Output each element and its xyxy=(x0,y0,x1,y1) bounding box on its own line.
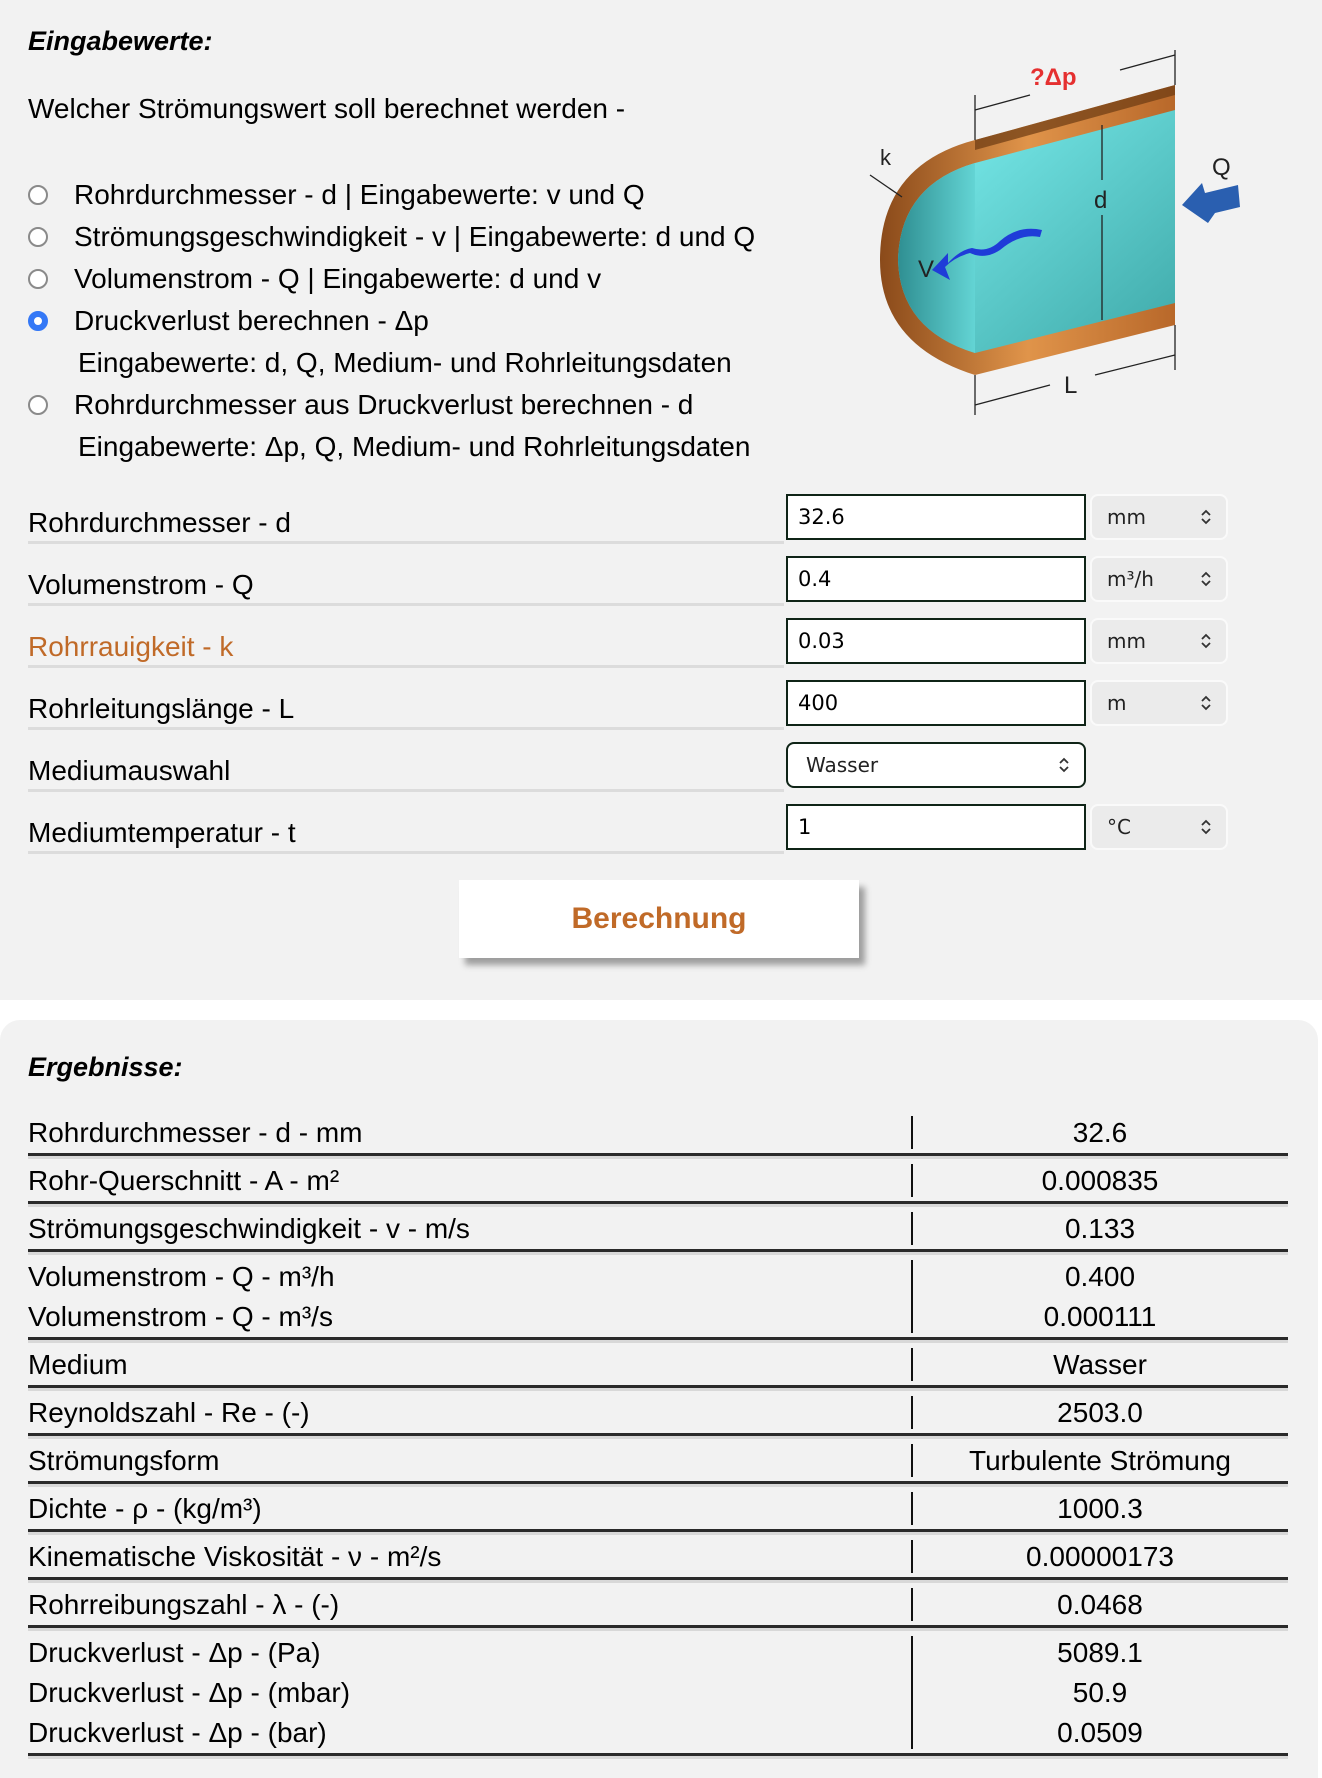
length-input[interactable]: 400 xyxy=(786,680,1086,726)
diagram-label-k: k xyxy=(880,145,891,170)
radio-option-diameter[interactable] xyxy=(28,174,755,216)
results-row-group xyxy=(28,1441,1288,1484)
result-label: Rohr-Querschnitt - A - m² xyxy=(28,1165,340,1196)
results-row-group xyxy=(28,1393,1288,1436)
radio-option-velocity[interactable] xyxy=(28,216,755,258)
flow-input[interactable]: 0.4 xyxy=(786,556,1086,602)
unit-value: m xyxy=(1107,691,1127,715)
roughness-label[interactable]: Rohrrauigkeit - k xyxy=(28,618,784,668)
length-unit-select[interactable] xyxy=(1090,680,1228,726)
diagram-label-l: L xyxy=(1064,372,1078,399)
result-label: Strömungsgeschwindigkeit - v - m/s xyxy=(28,1213,470,1244)
diameter-label: Rohrdurchmesser - d xyxy=(28,494,784,544)
table-row xyxy=(28,1257,1288,1297)
result-label: Strömungsform xyxy=(28,1445,220,1476)
result-value: 5089.1 xyxy=(1057,1637,1143,1668)
radio-sublabel: Eingabewerte: Δp, Q, Medium- und Rohrleitungsdaten xyxy=(78,431,751,462)
radio-button[interactable] xyxy=(28,269,48,289)
column-divider xyxy=(911,1164,913,1197)
diagram-label-d: d xyxy=(1094,187,1108,214)
result-value: 0.133 xyxy=(1064,1213,1136,1244)
temperature-input[interactable]: 1 xyxy=(786,804,1086,850)
chevron-up-down-icon xyxy=(1200,693,1212,713)
table-row xyxy=(28,1297,1288,1337)
result-value: 32.6 xyxy=(1072,1117,1128,1148)
chevron-up-down-icon xyxy=(1200,631,1212,651)
radio-sublabel: Eingabewerte: d, Q, Medium- und Rohrleitungsdaten xyxy=(78,347,732,378)
result-value: Turbulente Strömung xyxy=(969,1445,1231,1476)
chevron-up-down-icon xyxy=(1200,569,1212,589)
results-row-group xyxy=(28,1537,1288,1580)
chevron-up-down-icon xyxy=(1058,755,1070,775)
column-divider xyxy=(911,1492,913,1525)
field-row-length xyxy=(28,680,1288,730)
results-row-group xyxy=(28,1585,1288,1628)
table-row xyxy=(28,1489,1288,1529)
result-label: Dichte - ρ - (kg/m³) xyxy=(28,1493,262,1524)
results-row-group xyxy=(28,1489,1288,1532)
table-row xyxy=(28,1537,1288,1577)
calculation-question: Welcher Strömungswert soll berechnet werden - xyxy=(28,93,626,124)
radio-option-diameter-from-pressure[interactable] xyxy=(28,384,755,426)
radio-label: Volumenstrom - Q | Eingabewerte: d und v xyxy=(74,263,602,294)
radio-button[interactable] xyxy=(28,395,48,415)
column-divider xyxy=(911,1588,913,1621)
chevron-up-down-icon xyxy=(1200,507,1212,527)
results-row-group xyxy=(28,1345,1288,1388)
column-divider xyxy=(911,1444,913,1477)
result-value: 0.000835 xyxy=(1041,1165,1159,1196)
flow-label: Volumenstrom - Q xyxy=(28,556,784,606)
result-value: 0.00000173 xyxy=(1026,1541,1174,1572)
medium-label: Mediumauswahl xyxy=(28,742,784,792)
table-row xyxy=(28,1161,1288,1201)
result-label: Reynoldszahl - Re - (-) xyxy=(28,1397,310,1428)
temperature-label: Mediumtemperatur - t xyxy=(28,804,784,854)
roughness-input[interactable]: 0.03 xyxy=(786,618,1086,664)
diagram-label-dp: ?Δp xyxy=(1030,64,1077,91)
field-row-flow xyxy=(28,556,1288,606)
result-label: Medium xyxy=(28,1349,128,1380)
length-label: Rohrleitungslänge - L xyxy=(28,680,784,730)
table-row xyxy=(28,1393,1288,1433)
table-row xyxy=(28,1633,1288,1673)
column-divider xyxy=(911,1348,913,1381)
radio-button[interactable] xyxy=(28,185,48,205)
flow-unit-select[interactable] xyxy=(1090,556,1228,602)
column-divider xyxy=(911,1540,913,1573)
unit-value: m³/h xyxy=(1107,567,1154,591)
column-divider xyxy=(911,1636,913,1749)
diagram-label-v: V xyxy=(918,256,935,283)
radio-button-checked[interactable] xyxy=(28,311,48,331)
column-divider xyxy=(911,1212,913,1245)
column-divider xyxy=(911,1396,913,1429)
table-row xyxy=(28,1673,1288,1713)
diagram-label-q: Q xyxy=(1212,154,1231,181)
result-label: Kinematische Viskosität - ν - m²/s xyxy=(28,1541,442,1572)
radio-button[interactable] xyxy=(28,227,48,247)
radio-label: Rohrdurchmesser - d | Eingabewerte: v und Q xyxy=(74,179,645,210)
result-value: 0.0509 xyxy=(1057,1717,1143,1748)
result-label: Druckverlust - Δp - (Pa) xyxy=(28,1637,321,1668)
result-label: Rohrdurchmesser - d - mm xyxy=(28,1117,363,1148)
temperature-unit-select[interactable] xyxy=(1090,804,1228,850)
unit-value: mm xyxy=(1107,629,1146,653)
result-label: Volumenstrom - Q - m³/s xyxy=(28,1301,333,1332)
results-row-group xyxy=(28,1113,1288,1156)
calculate-button[interactable]: Berechnung xyxy=(459,880,859,958)
diameter-unit-select[interactable] xyxy=(1090,494,1228,540)
flow-in-arrow-icon xyxy=(1182,183,1240,223)
result-label: Volumenstrom - Q - m³/h xyxy=(28,1261,335,1292)
diameter-input[interactable]: 32.6 xyxy=(786,494,1086,540)
radio-option-flow[interactable] xyxy=(28,258,755,300)
field-row-medium xyxy=(28,742,1288,792)
table-row xyxy=(28,1441,1288,1481)
roughness-unit-select[interactable] xyxy=(1090,618,1228,664)
result-value: 50.9 xyxy=(1072,1677,1128,1708)
table-row xyxy=(28,1585,1288,1625)
result-value: 0.000111 xyxy=(1043,1301,1157,1332)
radio-label: Strömungsgeschwindigkeit - v | Eingabewerte: d und Q xyxy=(74,221,756,252)
result-value: 0.400 xyxy=(1064,1261,1136,1292)
result-label: Druckverlust - Δp - (mbar) xyxy=(28,1677,351,1708)
field-row-temperature xyxy=(28,804,1288,854)
result-value: Wasser xyxy=(1053,1349,1147,1380)
table-row xyxy=(28,1209,1288,1249)
table-row xyxy=(28,1345,1288,1385)
results-section-title: Ergebnisse: xyxy=(28,1052,183,1082)
result-label: Druckverlust - Δp - (bar) xyxy=(28,1717,327,1748)
results-row-group xyxy=(28,1161,1288,1204)
medium-value: Wasser xyxy=(806,753,879,777)
results-table xyxy=(28,1113,1288,1761)
field-row-diameter xyxy=(28,494,1288,544)
column-divider xyxy=(911,1260,913,1333)
radio-label: Druckverlust berechnen - Δp xyxy=(74,305,429,336)
table-row xyxy=(28,1113,1288,1153)
medium-select[interactable] xyxy=(786,742,1086,788)
results-row-group xyxy=(28,1257,1288,1340)
result-value: 1000.3 xyxy=(1057,1493,1143,1524)
results-row-group xyxy=(28,1633,1288,1756)
column-divider xyxy=(911,1116,913,1149)
result-value: 2503.0 xyxy=(1057,1397,1143,1428)
unit-value: mm xyxy=(1107,505,1146,529)
radio-label: Rohrdurchmesser aus Druckverlust berechnen - d xyxy=(74,389,694,420)
table-row xyxy=(28,1713,1288,1753)
input-section-title: Eingabewerte: xyxy=(28,26,213,56)
chevron-up-down-icon xyxy=(1200,817,1212,837)
field-row-roughness xyxy=(28,618,1288,668)
calculation-mode-radio-group xyxy=(28,174,755,468)
unit-value: °C xyxy=(1107,815,1131,839)
result-value: 0.0468 xyxy=(1057,1589,1143,1620)
result-label: Rohrreibungszahl - λ - (-) xyxy=(28,1589,340,1620)
radio-option-pressure-loss[interactable] xyxy=(28,300,755,342)
results-row-group xyxy=(28,1209,1288,1252)
pipe-diagram xyxy=(840,45,1240,425)
